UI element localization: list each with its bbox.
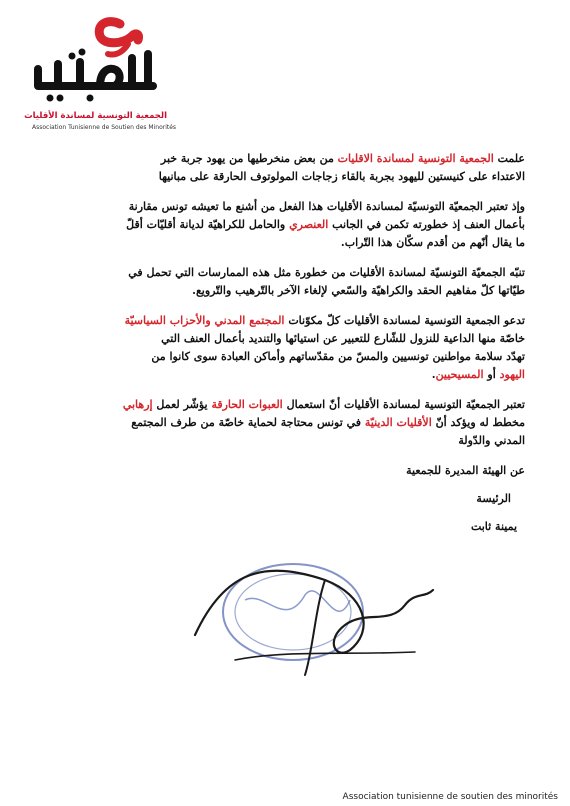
paragraph-line bbox=[60, 282, 525, 300]
text-segment: أو bbox=[483, 368, 500, 381]
footer-text: Association tunisienne de soutien des minorités bbox=[342, 792, 558, 802]
text-segment: خاصّة منها الداعية للنزول للشّارع للتعبير عن استيائها والتنديد بأعمال العنف التي bbox=[161, 332, 525, 345]
paragraph-line bbox=[60, 396, 525, 414]
closing-name: يمينة ثابت bbox=[470, 520, 517, 533]
paragraph-line bbox=[60, 432, 525, 450]
emphasized-text: إرهابي bbox=[122, 398, 153, 411]
emphasized-text: المسيحيين bbox=[435, 368, 484, 381]
paragraph-line bbox=[60, 264, 525, 282]
paragraph bbox=[60, 198, 525, 252]
emphasized-text: اليهود bbox=[499, 368, 525, 381]
paragraph bbox=[60, 264, 525, 300]
paragraph-line bbox=[60, 198, 525, 216]
paragraph-line bbox=[60, 234, 525, 252]
closing-block bbox=[60, 462, 525, 536]
paragraph-line bbox=[60, 312, 525, 330]
text-segment: علمت bbox=[493, 152, 525, 165]
association-logo bbox=[24, 14, 177, 134]
text-segment: المدني والدّولة bbox=[458, 434, 525, 447]
text-segment: تهدّد سلامة مواطنين تونسيين والمسّ من مقدّساتهم وأماكن العبادة سوى كانوا من bbox=[151, 350, 525, 363]
paragraph-line bbox=[60, 330, 525, 348]
text-segment: مخطط له ويؤكد أنّ bbox=[431, 416, 525, 429]
emphasized-text: العنصري bbox=[289, 218, 329, 231]
paragraph-line bbox=[60, 348, 525, 366]
closing-role: الرئيسة bbox=[476, 492, 511, 505]
logo-calligraphy-icon bbox=[28, 14, 168, 109]
emphasized-text: العبوات الحارقة bbox=[211, 398, 283, 411]
logo-french-text: Association Tunisienne de Soutien des Minorités bbox=[32, 124, 177, 131]
text-segment: تدعو الجمعية التونسية لمساندة الأقليات كلّ مكوّنات bbox=[284, 314, 525, 327]
text-segment: بأعمال العنف إذ خطورته تكمن في الجانب bbox=[328, 218, 525, 231]
text-segment: في تونس محتاجة لحماية خاصّة من طرف المجتمع bbox=[131, 416, 365, 429]
emphasized-text: المجتمع المدني والأحزاب السياسيّة bbox=[124, 314, 285, 327]
emphasized-text: الأقليات الدينيّة bbox=[364, 416, 432, 429]
signature-stamp-icon bbox=[175, 540, 445, 700]
text-segment: من بعض منخرطيها من يهود جربة خبر bbox=[160, 152, 338, 165]
text-segment: والحامل للكراهيّة لديانة أقليّات أقلّ bbox=[126, 218, 290, 231]
emphasized-text: الجمعية التونسية لمساندة الاقليات bbox=[337, 152, 494, 165]
text-segment: يؤشّر لعمل bbox=[152, 398, 212, 411]
text-segment: الاعتداء على كنيستين لليهود بجربة بالقاء زجاجات المولوتوف الحارقة على مبانيها bbox=[158, 170, 525, 183]
text-segment: وإذ تعتبر الجمعيّة التونسيّة لمساندة الأقليات هذا الفعل من أشنع ما تعيشه تونس مقارنة bbox=[128, 200, 525, 213]
paragraph-line bbox=[60, 414, 525, 432]
letter-body bbox=[60, 150, 525, 546]
logo-arabic-text: الجمعية التونسية لمساندة الأقليات bbox=[24, 111, 167, 121]
text-segment: ما يقال أنّهم من أقدم سكّان هذا التّراب. bbox=[340, 236, 525, 249]
closing-board: عن الهيئة المديرة للجمعية bbox=[406, 464, 525, 477]
paragraph-line bbox=[60, 168, 525, 186]
text-segment: طيّاتها كلّ مفاهيم الحقد والكراهيّة والسّعي لإلغاء الآخر بالتّرهيب والتّرويع. bbox=[192, 284, 525, 297]
text-segment: تعتبر الجمعيّة التونسية لمساندة الأقليات أنّ استعمال bbox=[282, 398, 525, 411]
paragraphs bbox=[60, 150, 525, 450]
text-segment: . bbox=[431, 368, 436, 381]
text-segment: تنبّه الجمعيّة التونسيّة لمساندة الأقليات من خطورة مثل هذه الممارسات التي تحمل في bbox=[128, 266, 525, 279]
paragraph bbox=[60, 150, 525, 186]
paragraph-line bbox=[60, 150, 525, 168]
paragraph bbox=[60, 396, 525, 450]
paragraph-line bbox=[60, 216, 525, 234]
paragraph bbox=[60, 312, 525, 384]
paragraph-line bbox=[60, 366, 525, 384]
